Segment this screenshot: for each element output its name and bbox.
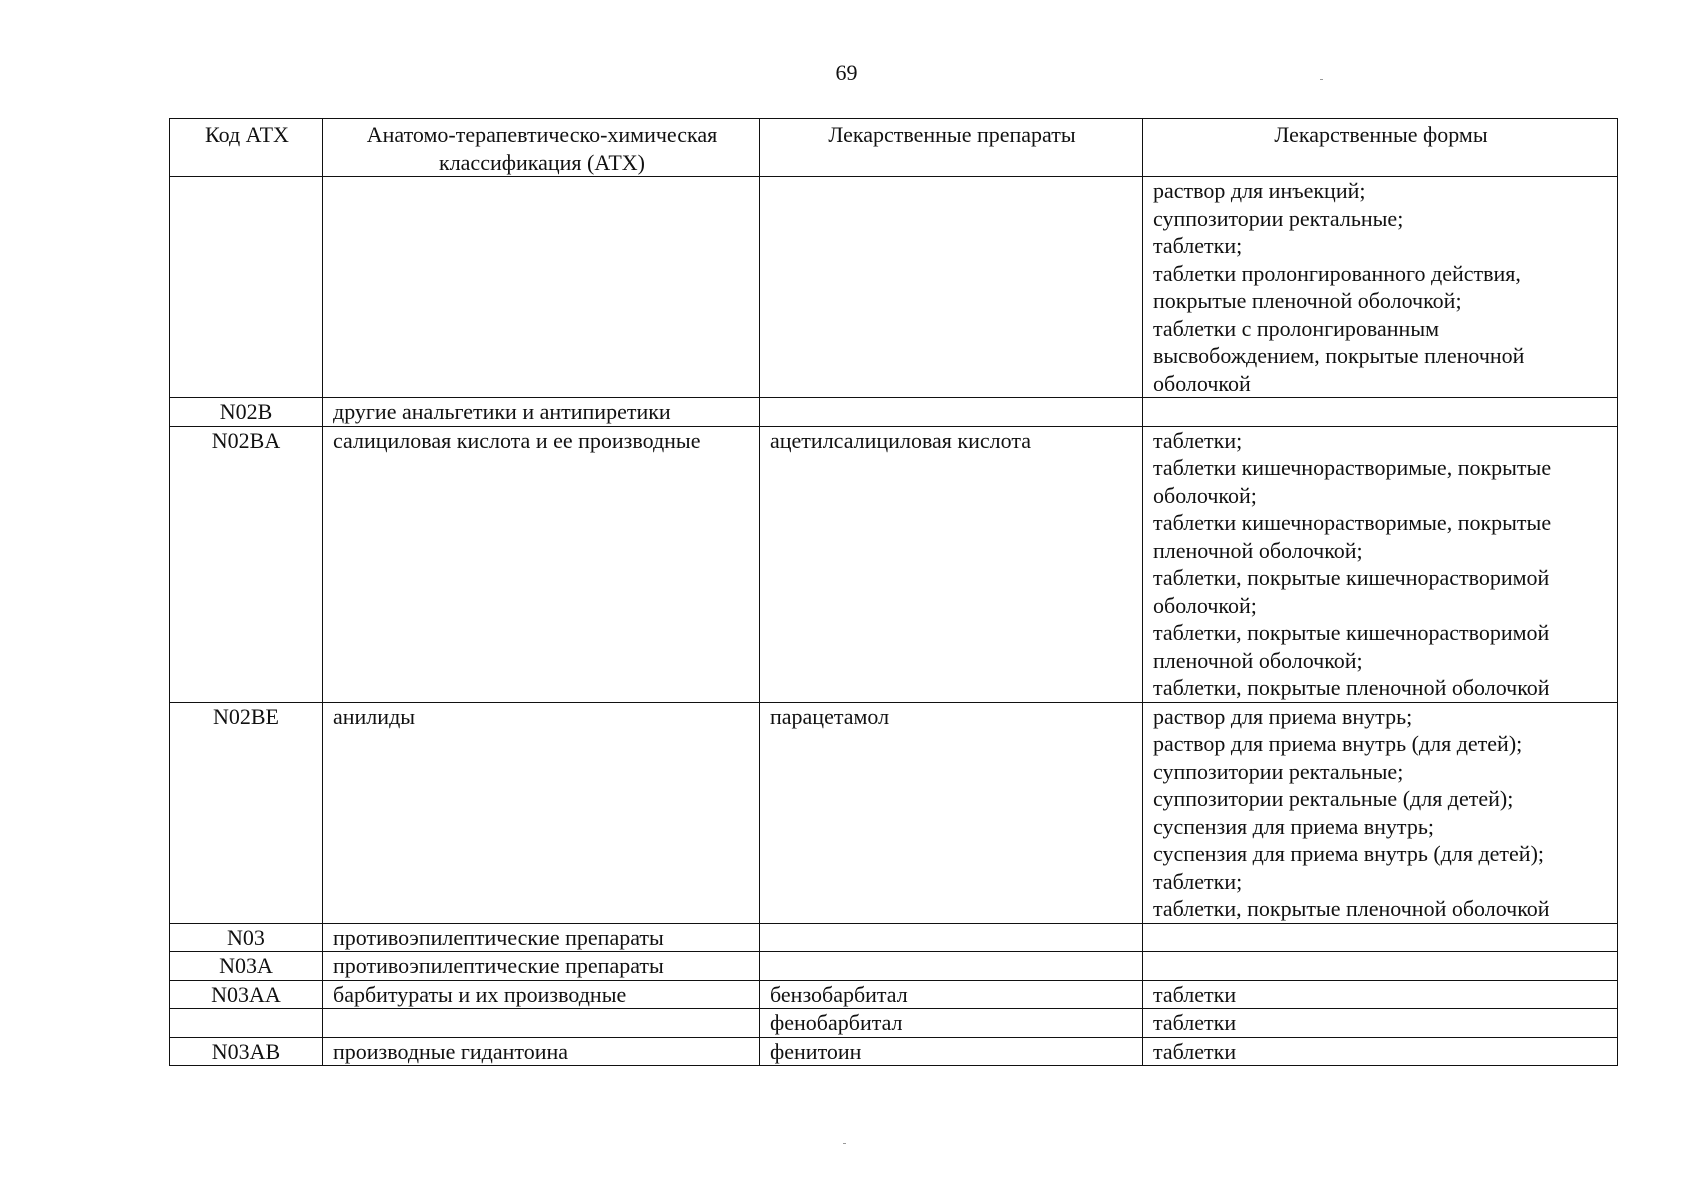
dosage-forms-cell	[1143, 398, 1618, 427]
dosage-forms-cell	[1143, 923, 1618, 952]
dosage-form-line: таблетки	[1153, 981, 1237, 1007]
dosage-form-line: пленочной оболочкой;	[1153, 537, 1363, 563]
dosage-form-line: суппозитории ректальные (для детей);	[1153, 786, 1514, 811]
table-body	[170, 177, 1618, 1066]
dosage-form-line: таблетки кишечнорастворимые, покрытые	[1153, 510, 1552, 535]
table-row	[170, 398, 1618, 427]
table-row	[170, 923, 1618, 952]
dosage-form-line: таблетки	[1153, 1038, 1237, 1064]
atc-classification-cell	[323, 1009, 760, 1038]
atc-classification-cell: производные гидантоина	[323, 1037, 760, 1066]
page-number: 69	[835, 60, 858, 85]
atc-code-cell: N02B	[170, 398, 323, 427]
dosage-form-line: таблетки, покрытые пленочной оболочкой	[1153, 675, 1550, 700]
dosage-forms-cell	[1143, 1009, 1618, 1038]
table-row	[170, 980, 1618, 1009]
scan-speck	[1320, 79, 1323, 80]
atc-classification-cell	[323, 177, 760, 398]
drug-name-cell: ацетилсалициловая кислота	[760, 426, 1143, 702]
dosage-forms-cell	[1143, 1037, 1618, 1066]
dosage-form-line: таблетки;	[1153, 233, 1243, 258]
scan-speck	[843, 1143, 846, 1144]
drug-name-cell	[760, 952, 1143, 981]
dosage-form-line: таблетки пролонгированного действия,	[1153, 260, 1521, 286]
header-dosage-forms: Лекарственные формы	[1143, 119, 1618, 177]
dosage-form-line: раствор для приема внутрь;	[1153, 703, 1413, 729]
dosage-form-line: суспензия для приема внутрь (для детей);	[1153, 841, 1545, 866]
atc-classification-cell: противоэпилептические препараты	[323, 952, 760, 981]
dosage-form-line: оболочкой;	[1153, 592, 1257, 618]
dosage-form-line: таблетки, покрытые кишечнорастворимой	[1153, 620, 1550, 645]
dosage-form-line: таблетки;	[1153, 868, 1243, 894]
dosage-forms-cell	[1143, 177, 1618, 398]
dosage-form-line: таблетки;	[1153, 427, 1243, 453]
atc-classification-cell: анилиды	[323, 702, 760, 923]
drug-name-cell: бензобарбитал	[760, 980, 1143, 1009]
dosage-form-line: таблетки с пролонгированным	[1153, 315, 1440, 341]
atc-code-cell: N02BA	[170, 426, 323, 702]
table-row	[170, 177, 1618, 398]
dosage-form-line: суппозитории ректальные;	[1153, 205, 1404, 231]
header-drugs: Лекарственные препараты	[760, 119, 1143, 177]
dosage-form-line: высвобождением, покрытые пленочной	[1153, 343, 1525, 368]
drug-name-cell	[760, 177, 1143, 398]
atc-classification-cell: противоэпилептические препараты	[323, 923, 760, 952]
dosage-forms-cell	[1143, 980, 1618, 1009]
atc-code-cell: N03	[170, 923, 323, 952]
atc-classification-cell: другие анальгетики и антипиретики	[323, 398, 760, 427]
atc-drug-table	[169, 118, 1618, 1066]
drug-name-cell: фенитоин	[760, 1037, 1143, 1066]
drug-name-cell	[760, 923, 1143, 952]
header-atc-classification: Анатомо-терапевтическо-химическая классификация (АТХ)	[323, 119, 760, 177]
header-row	[170, 119, 1618, 177]
dosage-form-line: раствор для приема внутрь (для детей);	[1153, 731, 1523, 756]
atc-code-cell: N02BE	[170, 702, 323, 923]
dosage-form-line: таблетки, покрытые пленочной оболочкой	[1153, 896, 1550, 921]
table-row	[170, 702, 1618, 923]
drug-name-cell	[760, 398, 1143, 427]
dosage-form-line: оболочкой	[1153, 370, 1251, 396]
atc-classification-cell: салициловая кислота и ее производные	[323, 426, 760, 702]
dosage-form-line: покрытые пленочной оболочкой;	[1153, 288, 1462, 313]
dosage-form-line: таблетки	[1153, 1010, 1237, 1035]
dosage-form-line: суппозитории ректальные;	[1153, 758, 1404, 784]
table-header	[170, 119, 1618, 177]
atc-code-cell: N03AA	[170, 980, 323, 1009]
drug-name-cell: парацетамол	[760, 702, 1143, 923]
drug-name-cell: фенобарбитал	[760, 1009, 1143, 1038]
table-row	[170, 1009, 1618, 1038]
atc-code-cell: N03AB	[170, 1037, 323, 1066]
atc-classification-cell: барбитураты и их производные	[323, 980, 760, 1009]
atc-code-cell: N03A	[170, 952, 323, 981]
atc-code-cell	[170, 177, 323, 398]
table-row	[170, 426, 1618, 702]
dosage-form-line: таблетки кишечнорастворимые, покрытые	[1153, 455, 1552, 480]
dosage-form-line: суспензия для приема внутрь;	[1153, 813, 1434, 839]
dosage-forms-cell	[1143, 426, 1618, 702]
dosage-form-line: пленочной оболочкой;	[1153, 647, 1363, 673]
table-row	[170, 952, 1618, 981]
dosage-forms-cell	[1143, 702, 1618, 923]
header-atc-code: Код АТХ	[170, 119, 323, 177]
dosage-forms-cell	[1143, 952, 1618, 981]
dosage-form-line: оболочкой;	[1153, 482, 1257, 508]
dosage-form-line: раствор для инъекций;	[1153, 178, 1366, 203]
atc-code-cell	[170, 1009, 323, 1038]
dosage-form-line: таблетки, покрытые кишечнорастворимой	[1153, 565, 1550, 590]
table-row	[170, 1037, 1618, 1066]
